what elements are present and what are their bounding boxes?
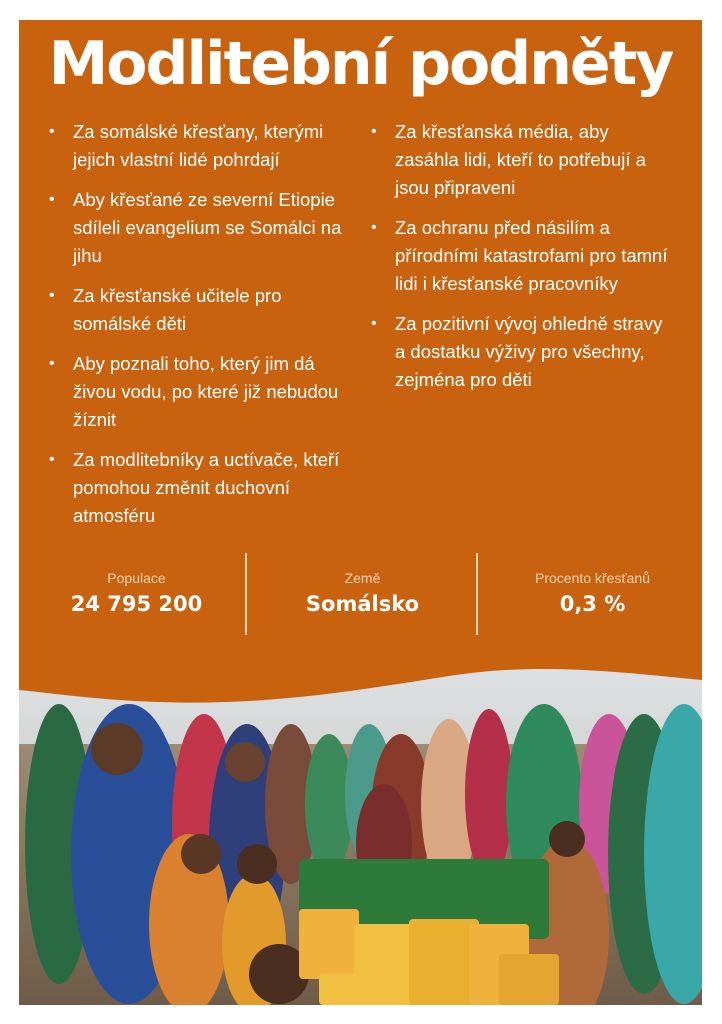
list-item-text: Za křesťanské učitele pro somálské děti: [73, 285, 282, 334]
stat-value: 0,3 %: [559, 592, 626, 616]
list-item-text: Za pozitivní vývoj ohledně stravy a dostatku výživy pro všechny, zejména pro děti: [395, 313, 663, 390]
prayer-list-left: [49, 118, 349, 542]
list-item-text: Aby křesťané ze severní Etiopie sdíleli evangelium se Somálci na jihu: [73, 189, 342, 266]
bullet-icon: •: [49, 123, 55, 140]
list-item: [371, 310, 671, 394]
stat-label: Populace: [107, 570, 166, 586]
bullet-icon: •: [49, 287, 55, 304]
village-photo: [19, 654, 702, 1005]
list-item: [371, 214, 671, 298]
list-item-text: Za somálské křesťany, kterými jejich vlastní lidé pohrdají: [73, 121, 324, 170]
list-item: [49, 282, 349, 338]
list-item-text: Za ochranu před násilím a přírodními katastrofami pro tamní lidi i křesťanské pracovníky: [395, 217, 668, 294]
bullet-icon: •: [371, 123, 377, 140]
stat-label: Země: [344, 570, 381, 586]
list-item: [49, 186, 349, 270]
list-item: [49, 446, 349, 530]
page-title: Modlitební podněty: [48, 29, 673, 99]
bullet-icon: •: [49, 355, 55, 372]
stats-bar: [19, 553, 702, 637]
list-item: [371, 118, 671, 202]
stat-population: [23, 553, 250, 637]
list-item-text: Aby poznali toho, který jim dá živou vodu, po které již nebudou žíznit: [73, 353, 339, 430]
prayer-list-right: [371, 118, 671, 406]
list-item-text: Za křesťanská média, aby zasáhla lidi, kteří to potřebují a jsou připraveni: [395, 121, 646, 198]
bullet-icon: •: [371, 219, 377, 236]
bullet-icon: •: [371, 315, 377, 332]
stat-value: Somálsko: [305, 592, 420, 616]
list-item: [49, 350, 349, 434]
stat-country: [249, 553, 476, 637]
stat-christian-percent: [479, 553, 702, 637]
stat-value: 24 795 200: [70, 592, 203, 616]
bullet-icon: •: [49, 191, 55, 208]
stat-label: Procento křesťanů: [535, 570, 650, 586]
bullet-icon: •: [49, 451, 55, 468]
list-item-text: Za modlitebníky a uctívače, kteří pomohou změnit duchovní atmosféru: [73, 449, 340, 526]
prayer-card: [19, 20, 702, 1005]
list-item: [49, 118, 349, 174]
stat-divider: [245, 553, 247, 635]
stat-divider: [476, 553, 478, 635]
